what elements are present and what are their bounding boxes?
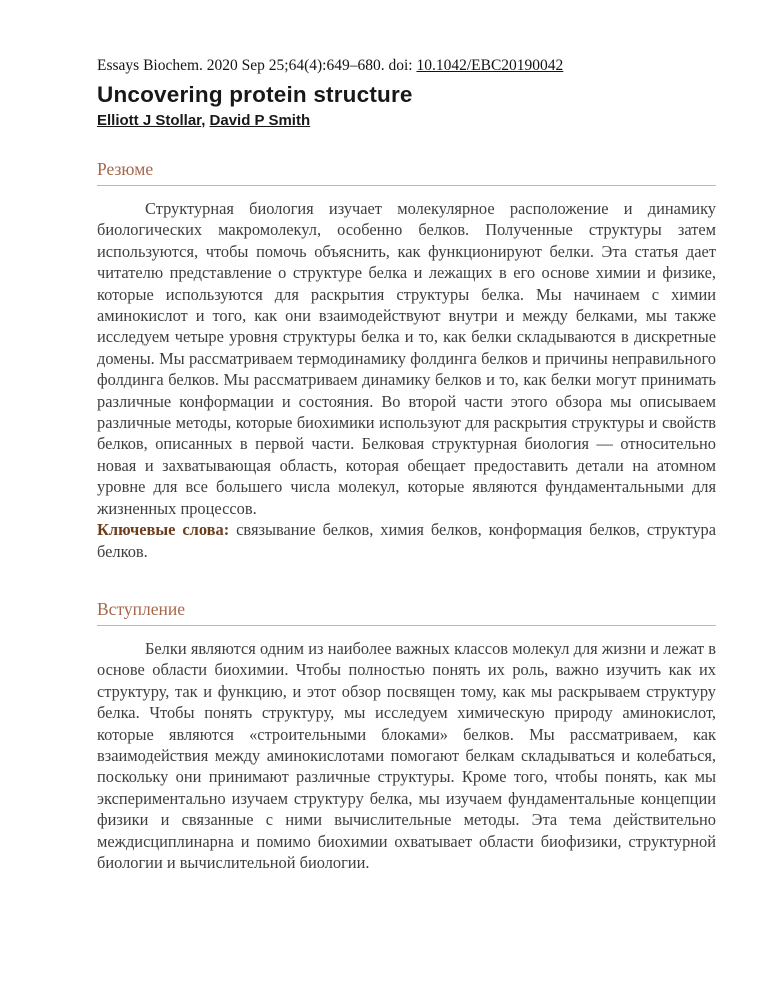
- author-separator: ,: [201, 112, 210, 129]
- author-link-stollar[interactable]: Elliott J Stollar: [97, 112, 202, 129]
- keywords-text: связывание белков, химия белков, конформация белков, структура белков.: [97, 520, 716, 561]
- citation-text: Essays Biochem. 2020 Sep 25;64(4):649–680. doi:: [97, 57, 417, 74]
- abstract-paragraph: Структурная биология изучает молекулярное расположение и динамику биологических макромолекул, особенно белков. Полученные структуры затем используются, чтобы помочь объяснить, как функционируют белки. Эта статья дает читателю представление о структуре белка и лежащих в его основе химии и физике, которые используются для раскрытия структуры белка. Мы начинаем с химии аминокислот и того, как они взаимодействуют внутри и между белками, мы также исследуем четыре уровня структуры белка и то, как белки складываются в дискретные домены. Мы рассматриваем термодинамику фолдинга белков и причины неправильного фолдинга белков. Мы рассматриваем динамику белков и то, как белки могут принимать различные конформации и состояния. Во второй части этого обзора мы описываем различные методы, которые биохимики используют для раскрытия структуры и свойств белков, описанных в первой части. Белковая структурная биология — относительно новая и захватывающая область, которая обещает предоставить детали на атомном уровне для все большего числа молекул, которые являются фундаментальными для жизненных процессов.: [97, 199, 716, 518]
- author-list: [97, 112, 716, 129]
- citation-line: [97, 57, 716, 75]
- section-introduction: [97, 599, 716, 873]
- introduction-heading: Вступление: [97, 599, 716, 626]
- page-title: Uncovering protein structure: [97, 82, 413, 107]
- keywords-label: Ключевые слова:: [97, 520, 237, 540]
- keywords-line: [97, 519, 716, 562]
- doi-link[interactable]: 10.1042/EBC20190042: [416, 57, 564, 74]
- author-link-smith[interactable]: David P Smith: [209, 112, 311, 129]
- section-abstract: [97, 159, 716, 562]
- introduction-paragraph: Белки являются одним из наиболее важных классов молекул для жизни и лежат в основе области биохимии. Чтобы полностью понять их роль, важно изучить как их структуру, так и функцию, и этот обзор посвящен тому, как мы раскрываем структуру белка. Чтобы понять структуру, мы исследуем химическую природу аминокислот, которые являются «строительными блоками» белков. Мы рассматриваем, как взаимодействия между аминокислотами помогают белкам складываться и колебаться, поскольку они принимают различные структуры. Кроме того, чтобы понять, как мы экспериментально изучаем структуру белка, мы изучаем фундаментальные концепции физики и связанные с ними вычислительные методы. Эта тема действительно междисциплинарна и помимо биохимии охватывает области биофизики, структурной биологии и вычислительной биологии.: [97, 638, 716, 872]
- abstract-heading: Резюме: [97, 159, 716, 186]
